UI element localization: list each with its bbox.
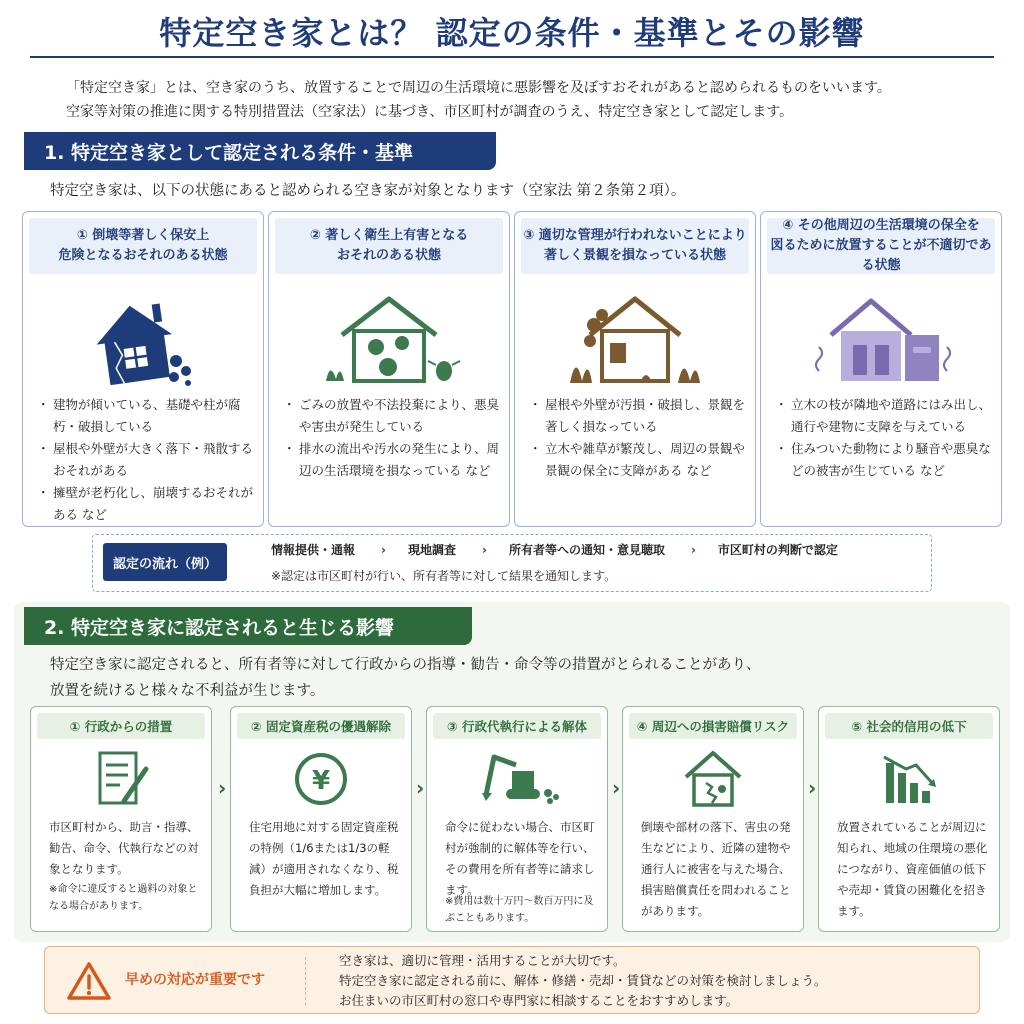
chevron-right-icon: ›	[481, 542, 487, 557]
callout-text	[339, 951, 827, 1011]
callout-line: 空き家は、適切に管理・活用することが大切です。	[339, 953, 626, 968]
condition-card-3	[514, 211, 756, 527]
title-line: 著しく景観を損なっている状態	[543, 248, 726, 263]
impact-card-title: ② 固定資産税の優遇解除	[237, 713, 405, 739]
list-item: ・ ごみの放置や不法投棄により、悪臭や害虫が発生している	[287, 394, 499, 438]
flow-step: 所有者等への通知・意見聴取	[508, 543, 665, 557]
flow-steps	[271, 541, 838, 558]
title-line: 図るために放置することが不適切である状態	[770, 238, 992, 273]
flow-note: ※認定は市区町村が行い、所有者等に対して結果を通知します。	[271, 569, 617, 583]
excavator-icon	[427, 749, 607, 811]
flow-step: 情報提供・通報	[271, 543, 356, 557]
callout-line: お住まいの市区町村の窓口や専門家に相談することをおすすめします。	[339, 993, 739, 1008]
callout-divider	[305, 957, 306, 1005]
yen-coin-icon	[231, 749, 411, 811]
title-line: ② 著しく衛生上有害となる	[309, 228, 469, 243]
condition-card-title	[521, 218, 749, 274]
title-line: ① 倒壊等著しく保安上	[76, 228, 210, 243]
intro-text	[66, 76, 996, 124]
callout-line: 特定空き家に認定される前に、解体・修繕・売却・賃貸などの対策を検討しましょう。	[339, 973, 827, 988]
damaged-house-icon	[623, 749, 803, 811]
list-item: ・ 立木や雑草が繁茂し、周辺の景観や景観の保全に支障がある など	[533, 438, 745, 482]
impact-card-title: ① 行政からの措置	[37, 713, 205, 739]
early-action-callout	[44, 946, 980, 1014]
nuisance-house-icon	[761, 286, 1001, 396]
list-item: ・ 排水の流出や汚水の発生により、周辺の生活環境を損なっている など	[287, 438, 499, 482]
list-item: ・ 屋根や外壁が汚損・破損し、景観を著しく損なっている	[533, 394, 745, 438]
svg-text:¥: ¥	[311, 766, 331, 796]
list-item: ・ 擁壁が老朽化し、崩壊するおそれがある など	[41, 482, 253, 526]
chevron-right-icon: ›	[808, 776, 817, 800]
chevron-right-icon: ›	[381, 542, 386, 557]
title-line: ③ 適切な管理が行われないことにより	[523, 228, 747, 243]
page-title: 特定空き家とは？ 認定の条件・基準とその影響	[159, 14, 865, 52]
section2-lead	[50, 652, 761, 704]
condition-card-title	[767, 218, 995, 274]
overgrown-house-icon	[515, 286, 755, 396]
section1-heading: 1. 特定空き家として認定される条件・基準	[24, 132, 496, 170]
impact-card-title: ④ 周辺への損害賠償リスク	[629, 713, 797, 739]
condition-card-title	[275, 218, 503, 274]
condition-card-1	[22, 211, 264, 527]
condition-list	[779, 394, 991, 482]
condition-list	[533, 394, 745, 482]
impact-card-title: ③ 行政代執行による解体	[433, 713, 601, 739]
impact-card-text: 住宅用地に対する固定資産税の特例（1/6または1/3の軽減）が適用されなくなり、税負担が大幅に増加します。	[249, 820, 399, 897]
chevron-right-icon: ›	[218, 776, 227, 800]
flow-step: 現地調査	[407, 543, 456, 557]
impact-card-2	[230, 706, 412, 932]
certification-flow	[92, 534, 932, 592]
impact-card-text: 命令に従わない場合、市区町村が強制的に解体等を行い、その費用を所有者等に請求します。	[445, 820, 595, 897]
callout-label: 早めの対応が重要です	[125, 972, 265, 988]
impact-card-note: ※命令に違反すると過料の対象となる場合があります。	[49, 884, 198, 912]
section1-lead: 特定空き家は、以下の状態にあると認められる空き家が対象となります（空家法 第２条第２項）。	[50, 183, 686, 199]
title-line: ④ その他周辺の生活環境の保全を	[782, 218, 980, 233]
impact-card-3	[426, 706, 608, 932]
chevron-right-icon: ›	[416, 776, 425, 800]
title-divider	[30, 56, 994, 58]
condition-card-4	[760, 211, 1002, 527]
chevron-right-icon: ›	[690, 542, 696, 557]
impact-cards	[22, 706, 1002, 932]
impact-card-title: ⑤ 社会的信用の低下	[825, 713, 993, 739]
condition-card-2	[268, 211, 510, 527]
unsanitary-house-icon	[269, 286, 509, 396]
warning-icon	[67, 961, 111, 1005]
list-item: ・ 立木の枝が隣地や道路にはみ出し、通行や建物に支障を与えている	[779, 394, 991, 438]
title-line: 危険となるおそれのある状態	[58, 248, 228, 263]
list-item: ・ 建物が傾いている、基礎や柱が腐朽・破損している	[41, 394, 253, 438]
lead-line-1: 特定空き家に認定されると、所有者等に対して行政からの指導・勧告・命令等の措置がとられることがあり、	[50, 657, 761, 673]
collapsing-house-icon	[23, 286, 263, 396]
chevron-right-icon: ›	[612, 776, 621, 800]
intro-line-1: 「特定空き家」とは、空き家のうち、放置することで周辺の生活環境に悪影響を及ぼすおそれがあると認められるものをいいます。	[66, 80, 891, 96]
flow-step: 市区町村の判断で認定	[717, 543, 838, 557]
title-line: おそれのある状態	[336, 248, 441, 263]
impact-card-text: 倒壊や部材の落下、害虫の発生などにより、近隣の建物や通行人に被害を与えた場合、損害賠償責任を問われることがあります。	[641, 820, 791, 918]
document-pen-icon	[31, 749, 211, 811]
impact-card-5	[818, 706, 1000, 932]
condition-cards	[22, 211, 1002, 527]
condition-list	[287, 394, 499, 482]
condition-list	[41, 394, 253, 526]
condition-card-title	[29, 218, 257, 274]
impact-card-4	[622, 706, 804, 932]
impact-card-1	[30, 706, 212, 932]
impact-card-text: 市区町村から、助言・指導、勧告、命令、代執行などの対象となります。	[49, 820, 199, 876]
impact-card-text: 放置されていることが周辺に知られ、地域の住環境の悪化につながり、資産価値の低下や売却・賃貸の困難化を招きます。	[837, 820, 988, 918]
flow-label: 認定の流れ（例）	[103, 543, 227, 581]
impact-card-note: ※費用は数十万円〜数百万円に及ぶこともあります。	[445, 896, 594, 924]
lead-line-2: 放置を続けると様々な不利益が生じます。	[50, 683, 325, 699]
declining-chart-icon	[819, 749, 999, 811]
list-item: ・ 住みついた動物により騒音や悪臭などの被害が生じている など	[779, 438, 991, 482]
list-item: ・ 屋根や外壁が大きく落下・飛散するおそれがある	[41, 438, 253, 482]
intro-line-2: 空家等対策の推進に関する特別措置法（空家法）に基づき、市区町村が調査のうえ、特定空き家として認定します。	[66, 104, 794, 120]
section2-heading: 2. 特定空き家に認定されると生じる影響	[24, 607, 472, 645]
